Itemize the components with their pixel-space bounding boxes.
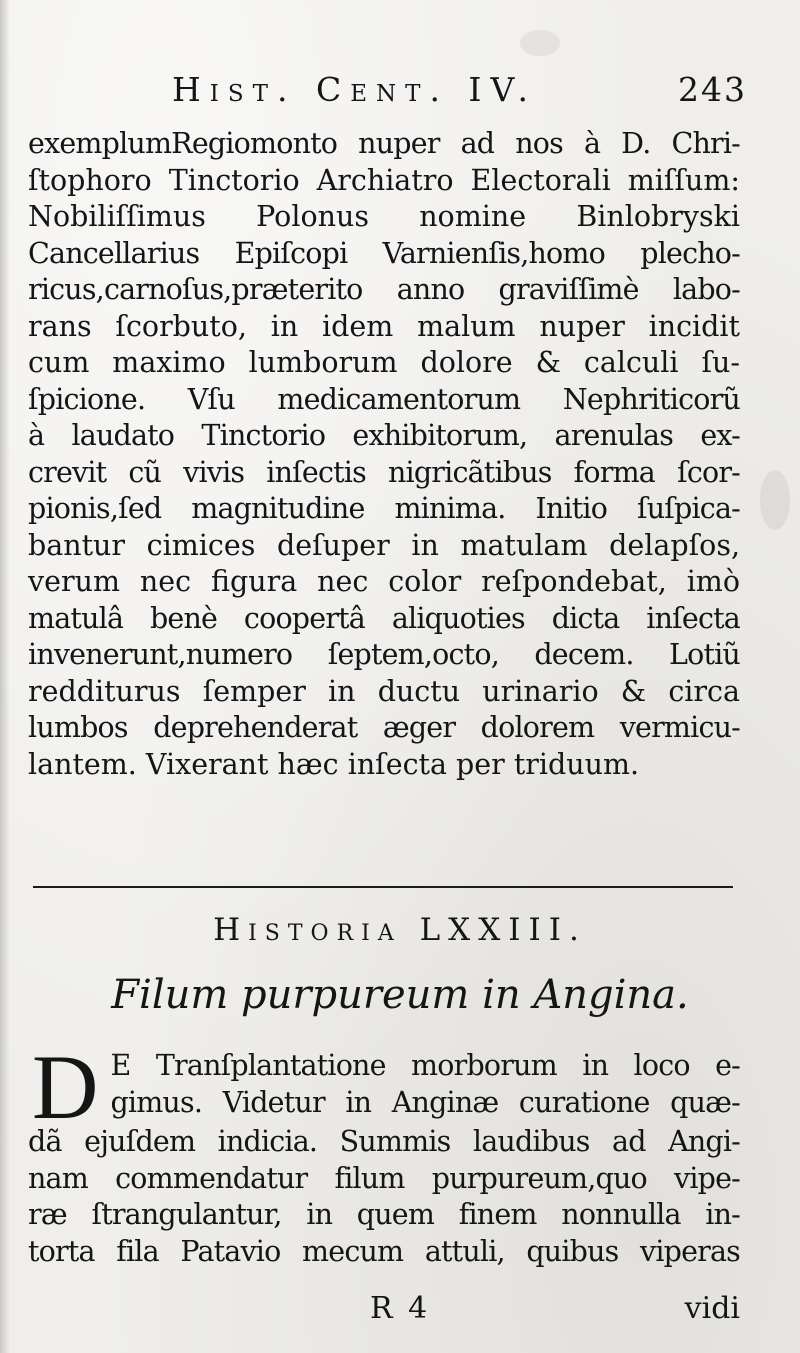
text-line: lantem. Vixerant hæc inſecta per triduum. — [28, 747, 640, 781]
catchword: vidi — [684, 1291, 740, 1326]
drop-cap: D — [32, 1036, 99, 1138]
text-line: cum maximo lumborum dolore & calculi ſu- — [28, 346, 740, 379]
page-number: 243 — [678, 70, 747, 109]
text-line: pionis,ſed magnitudine minima. Initio ſuſpica- — [28, 492, 740, 525]
paper-blemish — [760, 470, 790, 530]
text-line: E Tranſplantatione morborum in loco e- — [110, 1049, 740, 1082]
text-line: matulâ benè coopertâ aliquoties dicta inſecta — [28, 601, 740, 635]
text-line: nam commendatur filum purpureum,quo vipe- — [28, 1161, 740, 1195]
text-line: bantur cimices deſuper in matulam delapſos, — [28, 528, 740, 562]
text-line: ricus,carnoſus,præterito anno graviſſimè labo- — [28, 273, 740, 306]
section-text-block — [28, 1036, 740, 1270]
page-footer — [28, 1291, 740, 1331]
text-line: exemplumRegiomonto nuper ad nos à D. Chri- — [28, 127, 740, 160]
text-line: crevit cũ vivis inſectis nigricãtibus forma ſcor- — [28, 455, 740, 489]
section-divider — [33, 886, 733, 888]
text-line: Nobiliſſimus Polonus nomine Binlobryski — [28, 200, 740, 233]
gutter-shadow — [0, 0, 10, 1353]
text-line: gimus. Videtur in Anginæ curatione quæ- — [110, 1085, 740, 1119]
text-line: Cancellarius Epiſcopi Varnienſis,homo plecho- — [28, 236, 740, 270]
text-line: verum nec figura nec color reſpondebat, imò — [28, 565, 740, 598]
text-line: torta fila Patavio mecum attuli, quibus viperas — [28, 1234, 740, 1268]
signature-mark: R 4 — [370, 1291, 431, 1326]
section-heading: Historia LXXIII. — [213, 912, 587, 948]
text-line: ſpicione. Vſu medicamentorum Nephriticorũ — [28, 382, 740, 416]
section-subtitle: Filum purpureum in Angina. — [111, 972, 689, 1018]
text-line: invenerunt,numero ſeptem,octo, decem. Lotiũ — [28, 638, 740, 671]
paper-blemish — [520, 30, 560, 56]
text-line: rans ſcorbuto, in idem malum nuper incidit — [28, 309, 740, 343]
text-line: ræ ſtrangulantur, in quem finem nonnulla in- — [28, 1198, 740, 1231]
text-line: à laudato Tinctorio exhibitorum, arenulas ex- — [28, 419, 740, 452]
text-line: lumbos deprehenderat æger dolorem vermicu- — [28, 711, 740, 744]
text-line: redditurus ſemper in ductu urinario & circa — [28, 674, 740, 708]
text-line: ſtophoro Tinctorio Archiatro Electorali miſſum: — [28, 163, 740, 197]
page-header — [172, 70, 747, 118]
text-line: dã ejuſdem indicia. Summis laudibus ad Angi- — [28, 1125, 740, 1158]
main-text-block — [28, 126, 740, 783]
running-head: Hist. Cent. IV. — [172, 70, 538, 109]
